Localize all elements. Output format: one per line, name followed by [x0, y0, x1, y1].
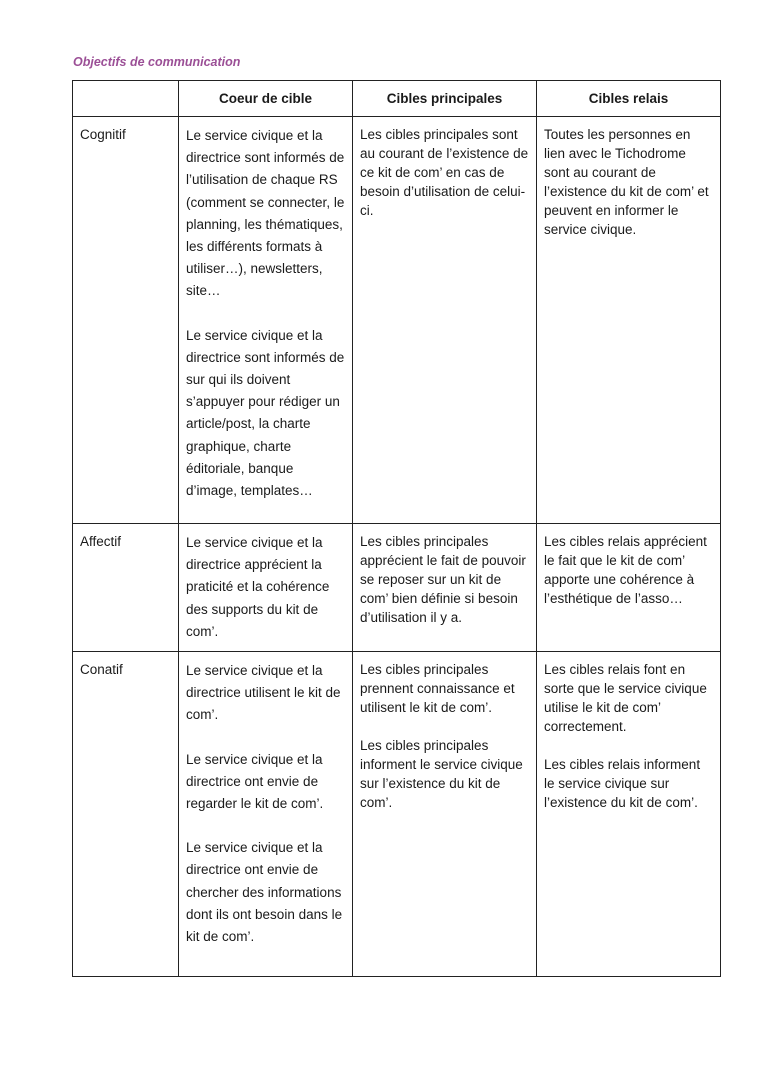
cell-paragraph: Les cibles principales prennent connaissance et utilisent le kit de com’. — [360, 662, 515, 716]
header-empty — [73, 81, 179, 117]
cell-paragraph: Les cibles relais apprécient le fait que le kit de com’ apporte une cohérence à l’esthétique de l’asso… — [544, 534, 707, 606]
cell-principales-cognitif — [353, 117, 537, 524]
header-cibles-relais: Cibles relais — [537, 81, 721, 117]
cell-relais-conatif — [537, 652, 721, 977]
table-header-row — [73, 81, 721, 117]
section-title: Objectifs de communication — [73, 55, 241, 69]
cell-paragraph: Le service civique et la directrice ont envie de chercher des informations dont ils ont besoin dans le kit de com’. — [186, 840, 343, 945]
cell-paragraph: Le service civique et la directrice utilisent le kit de com’. — [186, 663, 341, 723]
header-coeur-de-cible: Coeur de cible — [179, 81, 353, 117]
cell-principales-conatif — [353, 652, 537, 977]
cell-paragraph: Toutes les personnes en lien avec le Tichodrome sont au courant de l’existence du kit de com’ et peuvent en informer le service civique. — [544, 127, 709, 237]
table-row — [73, 652, 721, 977]
cell-paragraph: Le service civique et la directrice sont informés de sur qui ils doivent s’appuyer pour rédiger un article/post, la charte graphique, charte éditoriale, banque d’image, templates… — [186, 327, 345, 499]
cell-paragraph: Les cibles relais informent le service civique sur l’existence du kit de com’. — [544, 757, 701, 811]
row-label-affectif: Affectif — [73, 524, 179, 652]
cell-coeur-conatif — [179, 652, 353, 977]
cell-coeur-affectif — [179, 524, 353, 652]
cell-paragraph: Le service civique et la directrice sont informés de l’utilisation de chaque RS (comment se connecter, le planning, les thématiques, les différents formats à utiliser…), newsletters, site… — [186, 128, 345, 299]
row-label-cognitif: Cognitif — [73, 117, 179, 524]
table-row — [73, 524, 721, 652]
cell-paragraph: Le service civique et la directrice ont envie de regarder le kit de com’. — [186, 751, 324, 812]
cell-relais-affectif — [537, 524, 721, 652]
cell-principales-affectif — [353, 524, 537, 652]
table-row — [73, 117, 721, 524]
cell-relais-cognitif — [537, 117, 721, 524]
cell-paragraph: Le service civique et la directrice apprécient la praticité et la cohérence des supports du kit de com’. — [186, 535, 330, 639]
header-cibles-principales: Cibles principales — [353, 81, 537, 117]
row-label-conatif: Conatif — [73, 652, 179, 977]
cell-paragraph: Les cibles relais font en sorte que le service civique utilise le kit de com’ correctement. — [544, 662, 707, 735]
cell-paragraph: Les cibles principales informent le service civique sur l’existence du kit de com’. — [360, 738, 523, 811]
communication-objectives-table — [72, 80, 721, 977]
cell-coeur-cognitif — [179, 117, 353, 524]
cell-paragraph: Les cibles principales sont au courant de l’existence de ce kit de com’ en cas de besoin d’utilisation de celui-ci. — [360, 127, 529, 218]
cell-paragraph: Les cibles principales apprécient le fait de pouvoir se reposer sur un kit de com’ bien définie si besoin d’utilisation il y a. — [360, 534, 526, 625]
